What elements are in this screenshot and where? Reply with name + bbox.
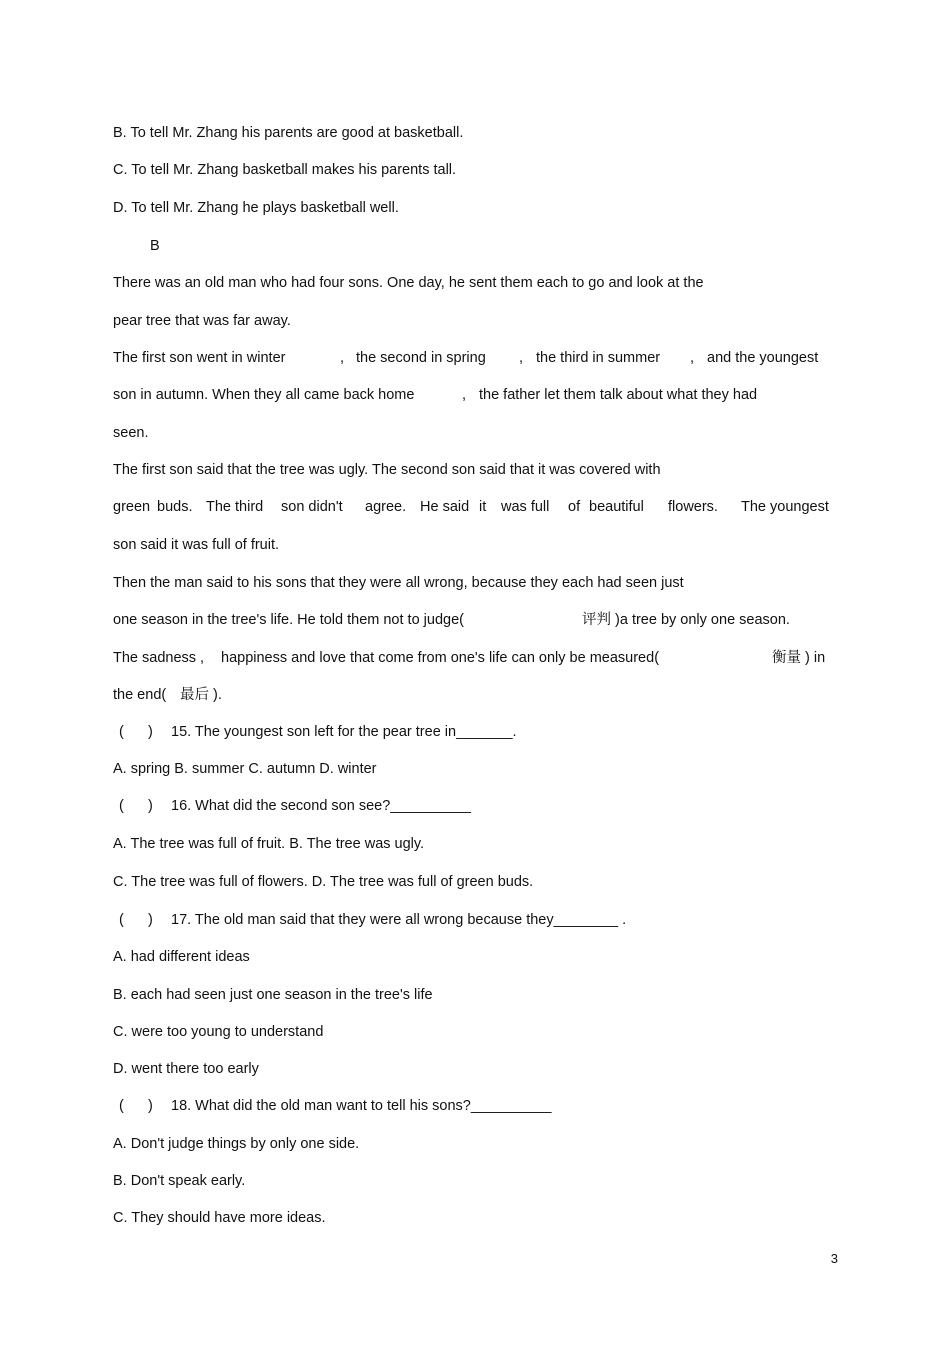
passage-line: pear tree that was far away.: [113, 313, 291, 329]
option-d: D. To tell Mr. Zhang he plays basketball well.: [113, 200, 399, 216]
question-options: B. Don't speak early.: [113, 1173, 246, 1189]
option-b: B. To tell Mr. Zhang his parents are good at basketball.: [113, 125, 464, 141]
question-17: ( ) 17. The old man said that they were all wrong because they________ .: [119, 912, 627, 928]
question-15: ( ) 15. The youngest son left for the pear tree in_______.: [119, 724, 517, 740]
chinese-gloss: 衡量 ) in: [772, 650, 826, 666]
question-options: C. were too young to understand: [113, 1024, 324, 1040]
question-options: B. each had seen just one season in the tree's life: [113, 987, 433, 1003]
passage-line: The sadness , happiness and love that come from one's life can only be measured( 衡量 ) in: [113, 650, 826, 666]
page-number: 3: [830, 1251, 838, 1266]
question-options: A. The tree was full of fruit. B. The tree was ugly.: [113, 836, 425, 852]
passage-line: The first son went in winter , the second in spring , the third in summer , and the youngest: [113, 350, 819, 366]
question-options: A. Don't judge things by only one side.: [113, 1136, 360, 1152]
section-label: B: [150, 238, 160, 254]
passage-line: There was an old man who had four sons. One day, he sent them each to go and look at the: [113, 275, 704, 291]
answer-blank[interactable]: ( ): [119, 798, 153, 814]
passage-line: son in autumn. When they all came back home , the father let them talk about what they had: [113, 387, 758, 403]
question-options: D. went there too early: [113, 1061, 259, 1077]
question-options: C. The tree was full of flowers. D. The tree was full of green buds.: [113, 874, 534, 890]
passage-line: The first son said that the tree was ugly. The second son said that it was covered with: [113, 462, 661, 478]
option-c: C. To tell Mr. Zhang basketball makes his parents tall.: [113, 162, 457, 178]
passage-line: Then the man said to his sons that they were all wrong, because they each had seen just: [113, 575, 684, 591]
question-options: C. They should have more ideas.: [113, 1210, 326, 1226]
chinese-gloss: 最后 ).: [180, 687, 222, 703]
passage-line: the end( 最后 ).: [113, 687, 222, 703]
passage-line: son said it was full of fruit.: [113, 537, 280, 553]
answer-blank[interactable]: ( ): [119, 724, 153, 740]
answer-blank[interactable]: ( ): [119, 1098, 153, 1114]
passage-line: seen.: [113, 425, 149, 441]
chinese-gloss: 评判 )a tree by only one season.: [582, 612, 790, 628]
answer-blank[interactable]: ( ): [119, 912, 153, 928]
question-options: A. spring B. summer C. autumn D. winter: [113, 761, 377, 777]
question-16: ( ) 16. What did the second son see?__________: [119, 798, 471, 814]
question-options: A. had different ideas: [113, 949, 250, 965]
question-18: ( ) 18. What did the old man want to tell his sons?__________: [119, 1098, 552, 1114]
passage-line: one season in the tree's life. He told them not to judge( 评判 )a tree by only one season.: [113, 612, 790, 628]
passage-line: green buds. The third son didn't agree. He said it was full of beautiful flowers. The youngest: [113, 499, 829, 515]
